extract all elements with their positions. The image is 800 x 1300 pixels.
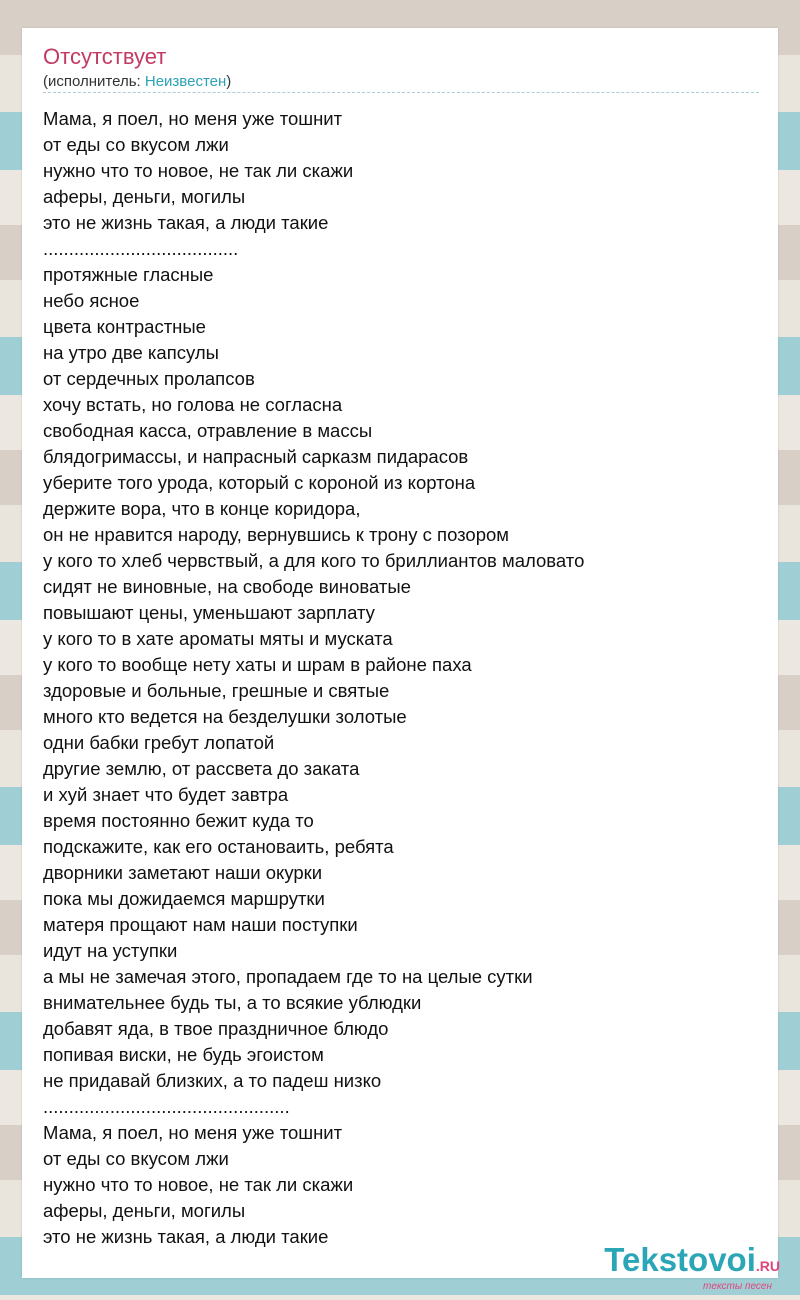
lyric-line: аферы, деньги, могилы xyxy=(43,1200,246,1221)
lyric-line: идут на уступки xyxy=(43,940,178,961)
lyric-line: он не нравится народу, вернувшись к трону с позором xyxy=(43,524,510,545)
lyric-line: это не жизнь такая, а люди такие xyxy=(43,1226,329,1247)
lyric-line: подскажите, как его остановаить, ребята xyxy=(43,836,394,857)
lyric-line: внимательнее будь ты, а то всякие ублюдки xyxy=(43,992,422,1013)
lyric-line: а мы не замечая этого, пропадаем где то на целые сутки xyxy=(43,966,533,987)
lyric-line: уберите того урода, который с короной из кортона xyxy=(43,472,476,493)
lyric-line: от сердечных пролапсов xyxy=(43,368,255,389)
artist-suffix: ) xyxy=(226,73,232,90)
lyric-line: от еды со вкусом лжи xyxy=(43,134,229,155)
lyric-line: и хуй знает что будет завтра xyxy=(43,784,289,805)
lyric-line: на утро две капсулы xyxy=(43,342,219,363)
logo-wordmark xyxy=(604,1243,780,1283)
lyric-line: у кого то вообще нету хаты и шрам в районе паха xyxy=(43,654,472,675)
lyric-line: одни бабки гребут лопатой xyxy=(43,732,275,753)
lyric-line: свободная касса, отравление в массы xyxy=(43,420,373,441)
lyric-line: цвета контрастные xyxy=(43,316,206,337)
lyrics-card xyxy=(22,28,778,1278)
lyric-line: много кто ведется на безделушки золотые xyxy=(43,706,407,727)
lyric-line: дворники заметают наши окурки xyxy=(43,862,323,883)
lyric-line: ................................................ xyxy=(43,1096,290,1117)
lyric-line: не придавай близких, а то падеш низко xyxy=(43,1070,382,1091)
lyric-line: хочу встать, но голова не согласна xyxy=(43,394,343,415)
lyrics-body xyxy=(43,106,763,1250)
lyric-line: ...................................... xyxy=(43,238,239,259)
lyric-line: нужно что то новое, не так ли скажи xyxy=(43,160,354,181)
lyric-line: нужно что то новое, не так ли скажи xyxy=(43,1174,354,1195)
lyric-line: матеря прощают нам наши поступки xyxy=(43,914,358,935)
header-divider xyxy=(43,92,759,93)
lyric-line: повышают цены, уменьшают зарплату xyxy=(43,602,375,623)
lyric-line: аферы, деньги, могилы xyxy=(43,186,246,207)
artist-line xyxy=(43,72,231,92)
lyric-line: Мама, я поел, но меня уже тошнит xyxy=(43,1122,343,1143)
lyric-line: время постоянно бежит куда то xyxy=(43,810,314,831)
site-logo[interactable] xyxy=(604,1243,780,1292)
lyric-line: сидят не виновные, на свободе виноватые xyxy=(43,576,411,597)
song-title: Отсутствует xyxy=(43,44,167,69)
lyric-line: Мама, я поел, но меня уже тошнит xyxy=(43,108,343,129)
lyric-line: от еды со вкусом лжи xyxy=(43,1148,229,1169)
lyric-line: добавят яда, в твое праздничное блюдо xyxy=(43,1018,389,1039)
lyric-line: пока мы дожидаемся маршрутки xyxy=(43,888,325,909)
logo-tagline: тексты песен xyxy=(703,1281,772,1292)
lyric-line: держите вора, что в конце коридора, xyxy=(43,498,361,519)
lyric-line: это не жизнь такая, а люди такие xyxy=(43,212,329,233)
artist-prefix: (исполнитель: xyxy=(43,73,145,90)
logo-main-text: Tekstovoi xyxy=(604,1241,756,1278)
lyric-line: здоровые и больные, грешные и святые xyxy=(43,680,390,701)
artist-link[interactable]: Неизвестен xyxy=(144,73,227,90)
lyric-line: у кого то в хате ароматы мяты и муската xyxy=(43,628,393,649)
lyric-line: попивая виски, не будь эгоистом xyxy=(43,1044,324,1065)
lyric-line: протяжные гласные xyxy=(43,264,214,285)
lyric-line: небо ясное xyxy=(43,290,140,311)
logo-tld: .RU xyxy=(755,1258,780,1274)
lyric-line: блядогримассы, и напрасный сарказм пидарасов xyxy=(43,446,469,467)
lyric-line: у кого то хлеб червствый, а для кого то бриллиантов маловато xyxy=(43,550,585,571)
lyric-line: другие землю, от рассвета до заката xyxy=(43,758,360,779)
